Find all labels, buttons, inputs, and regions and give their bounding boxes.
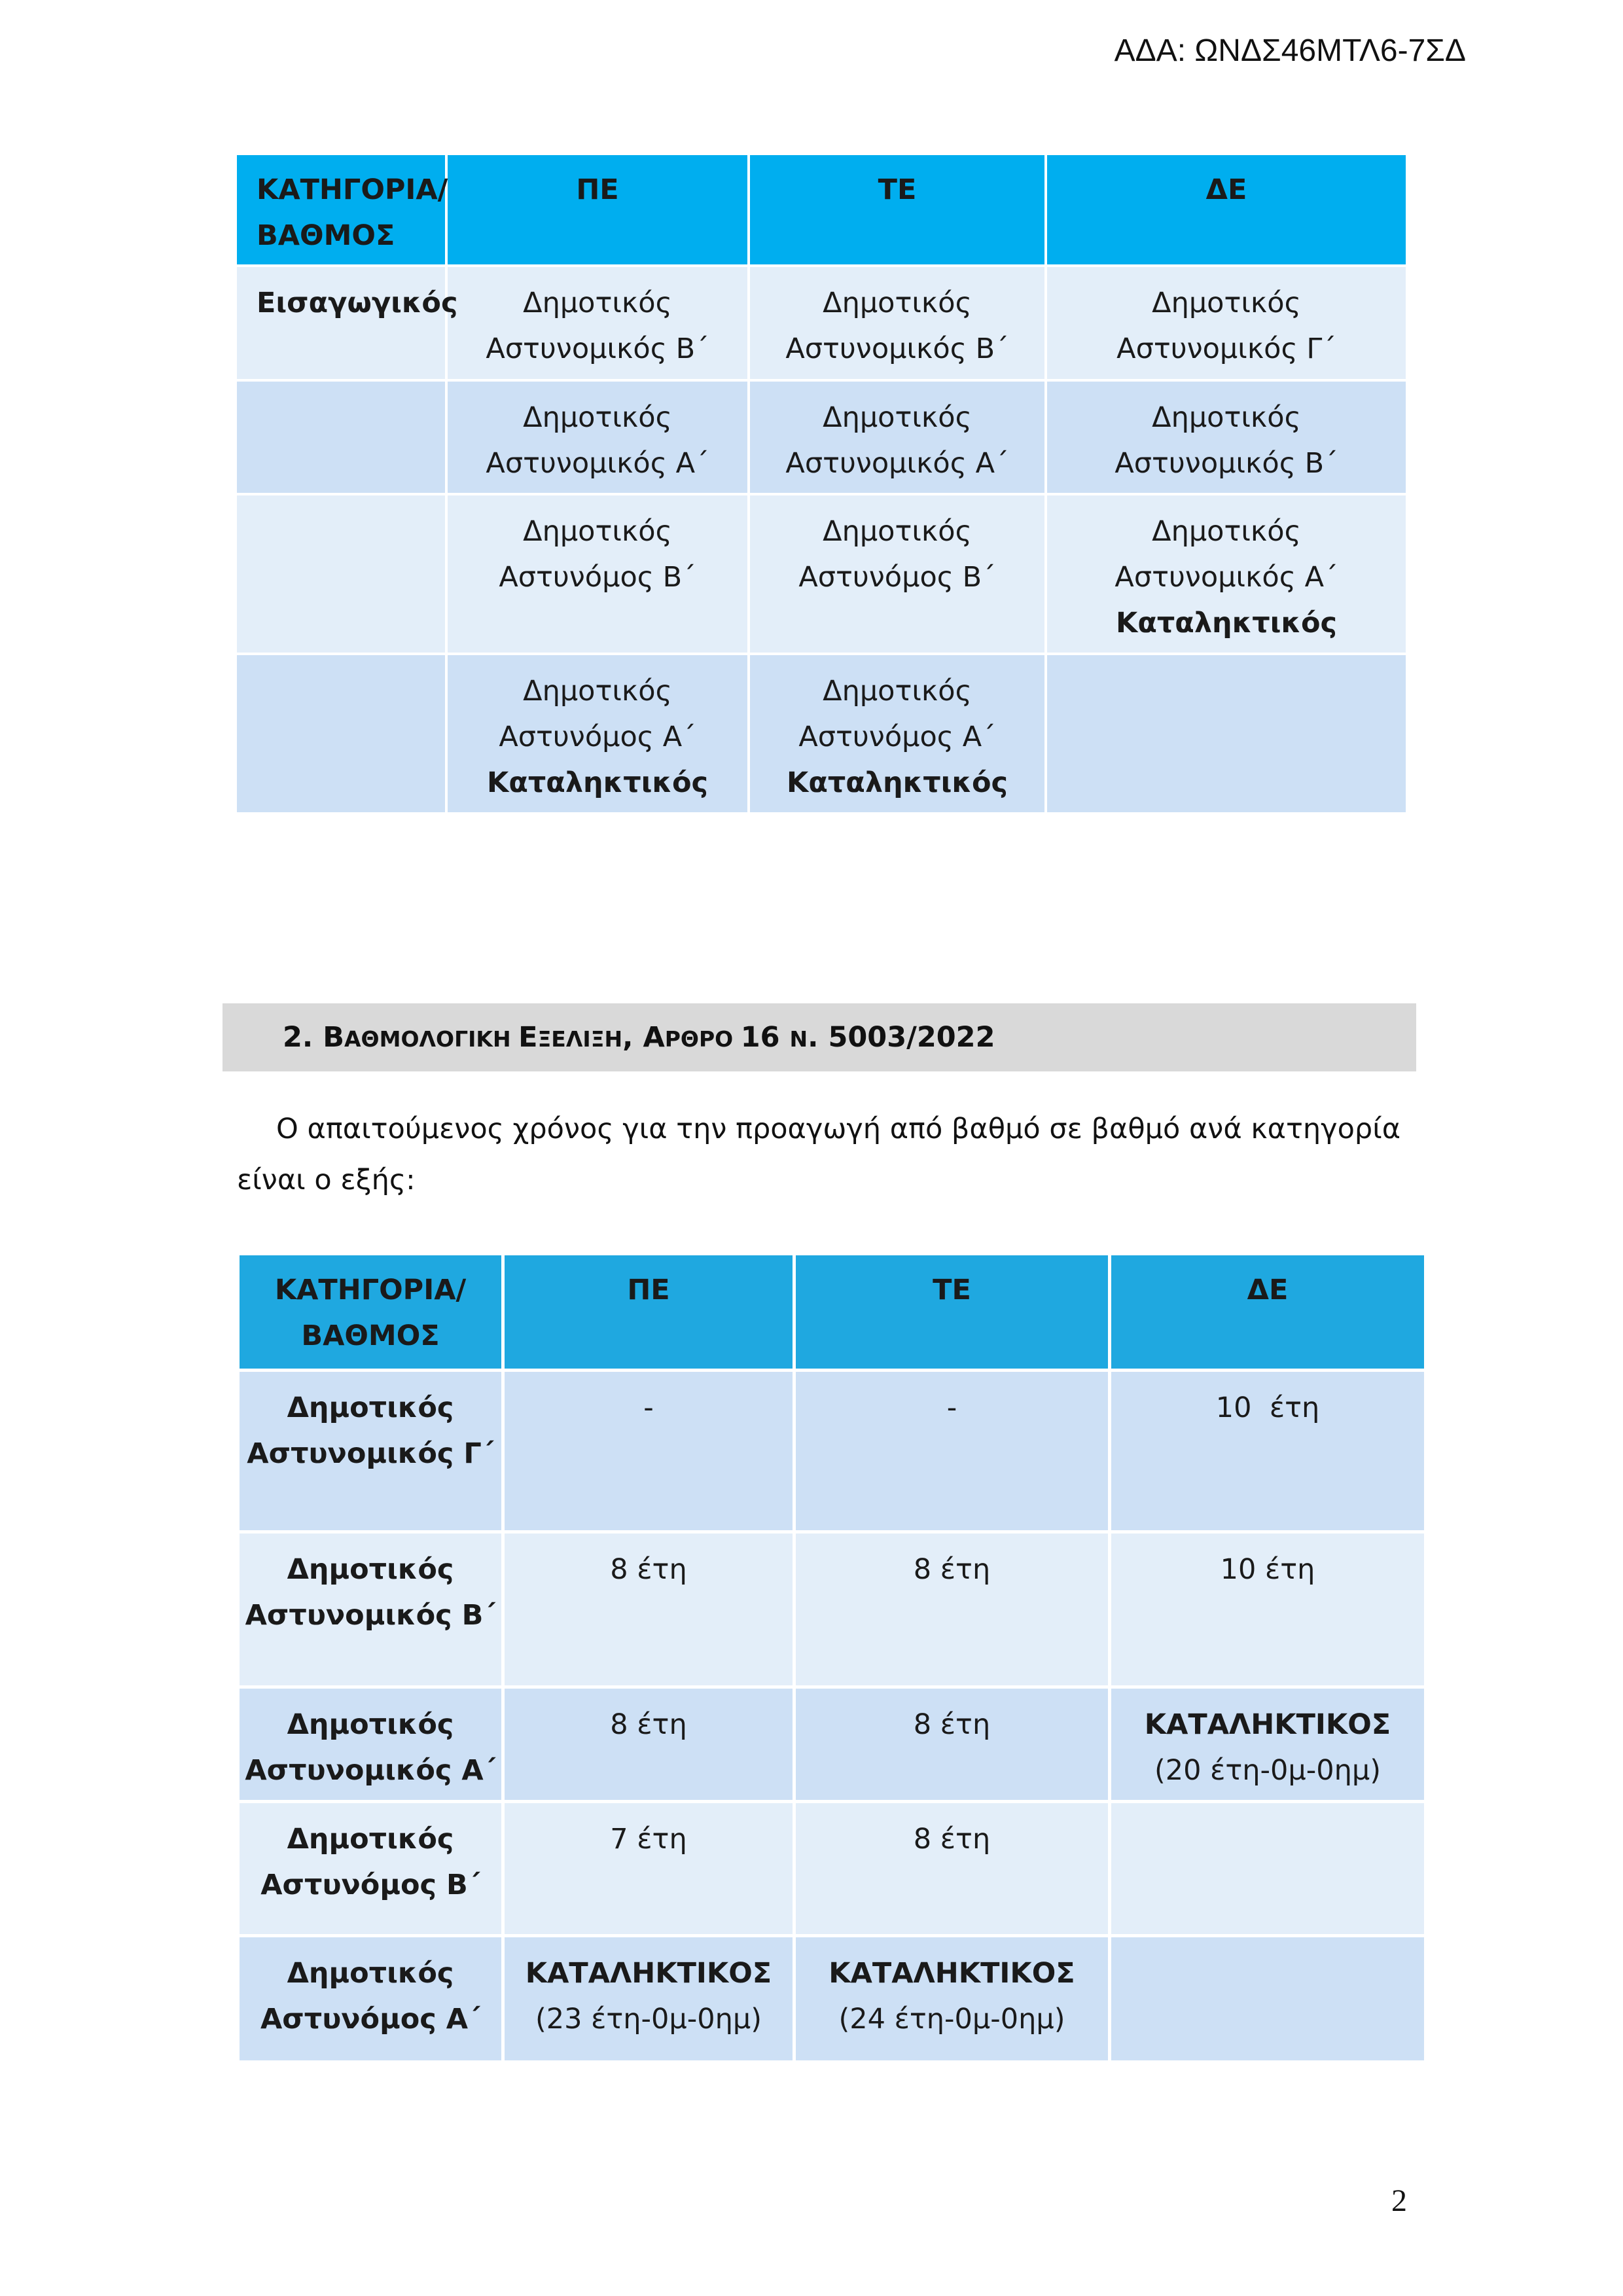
cell-de: 10 έτη [1111, 1372, 1424, 1534]
header-te: ΤΕ [796, 1255, 1111, 1372]
table-header-row [237, 155, 1406, 267]
cell-te: Δημοτικός Αστυνόμος Β΄ [750, 495, 1047, 655]
cell-pe: Δημοτικός Αστυνόμος Α΄ Καταληκτικός [448, 655, 750, 815]
cell-de [1111, 1937, 1424, 2064]
table-row [237, 267, 1406, 382]
table-row [240, 1372, 1424, 1534]
header-de: ΔΕ [1047, 155, 1406, 267]
row-label: Δημοτικός Αστυνομικός Α΄ [240, 1689, 505, 1803]
section-heading-bar [223, 1003, 1416, 1071]
header-pe: ΠΕ [505, 1255, 796, 1372]
cell-de: Δημοτικός Αστυνομικός Β΄ [1047, 382, 1406, 495]
cell-de [1047, 655, 1406, 815]
cell-te: ΚΑΤΑΛΗΚΤΙΚΟΣ (24 έτη-0μ-0ημ) [796, 1937, 1111, 2064]
table-row [240, 1803, 1424, 1937]
cell-pe: ΚΑΤΑΛΗΚΤΙΚΟΣ (23 έτη-0μ-0ημ) [505, 1937, 796, 2064]
row-label: Δημοτικός Αστυνόμος Α΄ [240, 1937, 505, 2064]
table-row [237, 382, 1406, 495]
cell-te: Δημοτικός Αστυνομικός Α΄ [750, 382, 1047, 495]
header-de: ΔΕ [1111, 1255, 1424, 1372]
grades-table [237, 155, 1406, 815]
cell-pe: Δημοτικός Αστυνομικός Β΄ [448, 267, 750, 382]
table-row [237, 655, 1406, 815]
cell-pe: Δημοτικός Αστυνομικός Α΄ [448, 382, 750, 495]
cell-te: 8 έτη [796, 1534, 1111, 1689]
ada-code: ΑΔΑ: ΩΝΔΣ46ΜΤΛ6-7ΣΔ [1114, 33, 1466, 68]
row-label: Δημοτικός Αστυνόμος Β΄ [240, 1803, 505, 1937]
cell-te: Δημοτικός Αστυνόμος Α΄ Καταληκτικός [750, 655, 1047, 815]
header-category: ΚΑΤΗΓΟΡΙΑ/ ΒΑΘΜΟΣ [237, 155, 448, 267]
cell-te: 8 έτη [796, 1689, 1111, 1803]
cell-de: 10 έτη [1111, 1534, 1424, 1689]
cell-pe: 8 έτη [505, 1534, 796, 1689]
row-label [237, 655, 448, 815]
table-row [237, 495, 1406, 655]
cell-de: ΚΑΤΑΛΗΚΤΙΚΟΣ (20 έτη-0μ-0ημ) [1111, 1689, 1424, 1803]
cell-te: Δημοτικός Αστυνομικός Β΄ [750, 267, 1047, 382]
row-label: Εισαγωγικός [237, 267, 448, 382]
row-label: Δημοτικός Αστυνομικός Β΄ [240, 1534, 505, 1689]
row-label [237, 382, 448, 495]
header-te: ΤΕ [750, 155, 1047, 267]
cell-te: - [796, 1372, 1111, 1534]
page-number: 2 [1391, 2183, 1407, 2218]
cell-pe: 8 έτη [505, 1689, 796, 1803]
cell-de [1111, 1803, 1424, 1937]
row-label [237, 495, 448, 655]
table-header-row [240, 1255, 1424, 1372]
cell-pe: - [505, 1372, 796, 1534]
cell-de: Δημοτικός Αστυνομικός Γ΄ [1047, 267, 1406, 382]
cell-te: 8 έτη [796, 1803, 1111, 1937]
cell-de: Δημοτικός Αστυνομικός Α΄ Καταληκτικός [1047, 495, 1406, 655]
header-pe: ΠΕ [448, 155, 750, 267]
table-row [240, 1534, 1424, 1689]
header-category: ΚΑΤΗΓΟΡΙΑ/ ΒΑΘΜΟΣ [240, 1255, 505, 1372]
section-title: 2. ΒΑΘΜΟΛΟΓΙΚΗ ΕΞΕΛΙΞΗ, ΑΡΘΡΟ 16 Ν. 5003/2022 [283, 1021, 995, 1054]
cell-pe: 7 έτη [505, 1803, 796, 1937]
cell-pe: Δημοτικός Αστυνόμος Β΄ [448, 495, 750, 655]
table-row [240, 1689, 1424, 1803]
body-paragraph: Ο απαιτούμενος χρόνος για την προαγωγή από βαθμό σε βαθμό ανά κατηγορία είναι ο εξής: [237, 1113, 1401, 1196]
row-label: Δημοτικός Αστυνομικός Γ΄ [240, 1372, 505, 1534]
table-row [240, 1937, 1424, 2064]
promotion-time-table [240, 1255, 1424, 2064]
